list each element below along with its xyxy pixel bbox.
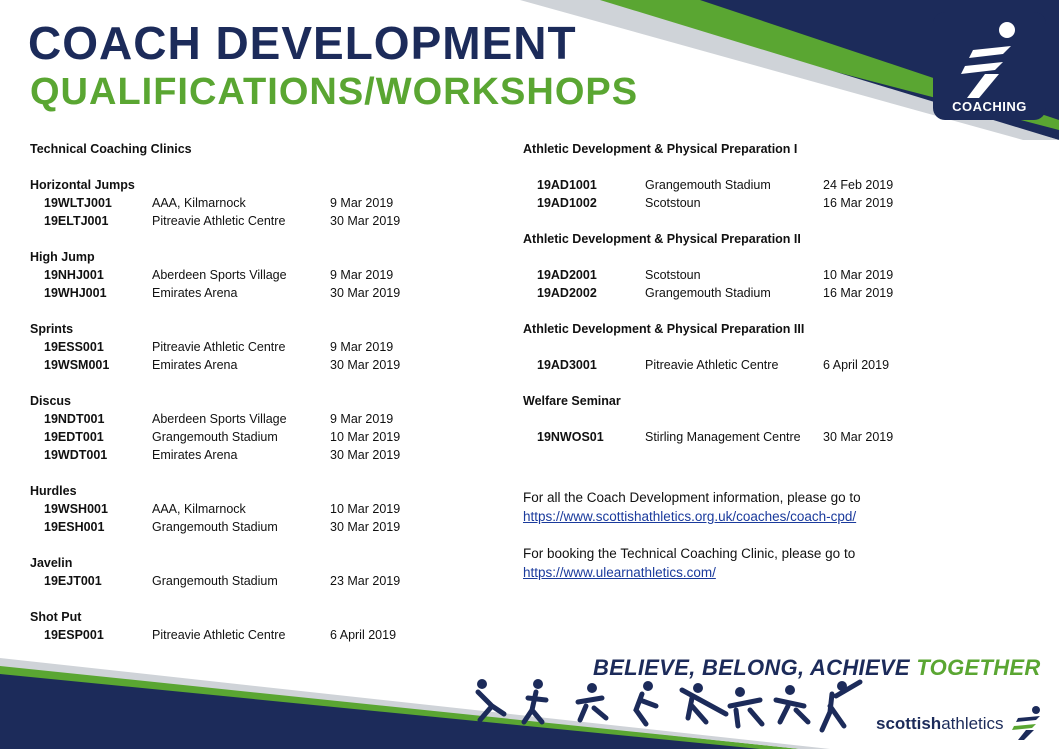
section-title: Athletic Development & Physical Preparation II bbox=[523, 232, 801, 246]
venue: Pitreavie Athletic Centre bbox=[152, 628, 286, 642]
section-title: Sprints bbox=[30, 322, 74, 336]
date: 24 Feb 2019 bbox=[823, 178, 894, 192]
table-row bbox=[523, 176, 943, 194]
slogan-main: BELIEVE, BELONG, ACHIEVE bbox=[593, 655, 910, 680]
date: 9 Mar 2019 bbox=[330, 268, 394, 282]
venue: Pitreavie Athletic Centre bbox=[152, 340, 286, 354]
booking-info bbox=[523, 544, 855, 582]
table-row bbox=[523, 266, 943, 284]
date: 10 Mar 2019 bbox=[330, 502, 401, 516]
table-row bbox=[30, 338, 450, 356]
coach-development-info bbox=[523, 488, 861, 526]
table-row bbox=[30, 410, 450, 428]
technical-clinics-column bbox=[30, 140, 450, 644]
venue: AAA, Kilmarnock bbox=[152, 502, 246, 516]
ulearn-link[interactable]: https://www.ulearnathletics.com/ bbox=[523, 565, 716, 580]
course-code: 19AD2001 bbox=[537, 268, 597, 282]
date: 6 April 2019 bbox=[330, 628, 397, 642]
venue: Grangemouth Stadium bbox=[152, 520, 278, 534]
date: 30 Mar 2019 bbox=[823, 430, 894, 444]
venue: Aberdeen Sports Village bbox=[152, 412, 287, 426]
brand-bold: scottish bbox=[876, 714, 942, 733]
course-code: 19NDT001 bbox=[44, 412, 105, 426]
runner-logo-icon bbox=[933, 12, 1046, 102]
table-row bbox=[523, 428, 943, 446]
table-row bbox=[30, 518, 450, 536]
date: 16 Mar 2019 bbox=[823, 286, 894, 300]
brand-runner-icon bbox=[1010, 704, 1046, 740]
venue: Emirates Arena bbox=[152, 358, 238, 372]
course-code: 19ESH001 bbox=[44, 520, 105, 534]
date: 6 April 2019 bbox=[823, 358, 890, 372]
section-title: Athletic Development & Physical Preparation I bbox=[523, 142, 798, 156]
course-code: 19AD3001 bbox=[537, 358, 597, 372]
course-code: 19WLTJ001 bbox=[44, 196, 112, 210]
section-title: Javelin bbox=[30, 556, 73, 570]
table-row bbox=[30, 572, 450, 590]
table-row bbox=[523, 284, 943, 302]
course-code: 19EDT001 bbox=[44, 430, 104, 444]
course-code: 19ESS001 bbox=[44, 340, 104, 354]
title-line-1: COACH DEVELOPMENT bbox=[28, 17, 577, 69]
venue: Emirates Arena bbox=[152, 286, 238, 300]
course-code: 19EJT001 bbox=[44, 574, 102, 588]
table-row bbox=[30, 428, 450, 446]
table-row bbox=[523, 194, 943, 212]
info-text: For booking the Technical Coaching Clinic, please go to bbox=[523, 546, 856, 561]
date: 10 Mar 2019 bbox=[823, 268, 894, 282]
date: 16 Mar 2019 bbox=[823, 196, 894, 210]
date: 30 Mar 2019 bbox=[330, 448, 401, 462]
course-code: 19WSH001 bbox=[44, 502, 108, 516]
table-row bbox=[523, 356, 943, 374]
table-row bbox=[30, 500, 450, 518]
table-row bbox=[30, 212, 450, 230]
course-code: 19WHJ001 bbox=[44, 286, 107, 300]
badge-label: COACHING bbox=[952, 99, 1027, 114]
section-title: Shot Put bbox=[30, 610, 82, 624]
venue: Grangemouth Stadium bbox=[152, 430, 278, 444]
course-code: 19WSM001 bbox=[44, 358, 110, 372]
table-row bbox=[30, 356, 450, 374]
section-title: High Jump bbox=[30, 250, 95, 264]
section-title: Discus bbox=[30, 394, 71, 408]
scottish-athletics-wordmark bbox=[876, 714, 1004, 734]
date: 30 Mar 2019 bbox=[330, 520, 401, 534]
course-code: 19AD1001 bbox=[537, 178, 597, 192]
title-line-2: QUALIFICATIONS/WORKSHOPS bbox=[30, 71, 639, 113]
coach-cpd-link[interactable]: https://www.scottishathletics.org.uk/coaches/coach-cpd/ bbox=[523, 509, 857, 524]
table-row bbox=[30, 284, 450, 302]
info-text: For all the Coach Development information, please go to bbox=[523, 490, 861, 505]
course-code: 19ESP001 bbox=[44, 628, 104, 642]
venue: AAA, Kilmarnock bbox=[152, 196, 246, 210]
table-row bbox=[30, 194, 450, 212]
date: 30 Mar 2019 bbox=[330, 286, 401, 300]
clinics-heading: Technical Coaching Clinics bbox=[30, 142, 192, 156]
venue: Pitreavie Athletic Centre bbox=[152, 214, 286, 228]
date: 9 Mar 2019 bbox=[330, 196, 394, 210]
venue: Stirling Management Centre bbox=[645, 430, 801, 444]
date: 9 Mar 2019 bbox=[330, 412, 394, 426]
venue: Pitreavie Athletic Centre bbox=[645, 358, 779, 372]
athletic-development-column bbox=[523, 140, 943, 446]
venue: Scotstoun bbox=[645, 196, 701, 210]
date: 30 Mar 2019 bbox=[330, 358, 401, 372]
course-code: 19AD1002 bbox=[537, 196, 597, 210]
section-title: Horizontal Jumps bbox=[30, 178, 135, 192]
section-title: Athletic Development & Physical Preparation III bbox=[523, 322, 805, 336]
venue: Grangemouth Stadium bbox=[645, 178, 771, 192]
date: 9 Mar 2019 bbox=[330, 340, 394, 354]
table-row bbox=[30, 266, 450, 284]
section-title: Hurdles bbox=[30, 484, 77, 498]
course-code: 19WDT001 bbox=[44, 448, 108, 462]
table-row bbox=[30, 446, 450, 464]
course-code: 19AD2002 bbox=[537, 286, 597, 300]
course-code: 19NHJ001 bbox=[44, 268, 104, 282]
venue: Scotstoun bbox=[645, 268, 701, 282]
slogan-accent: TOGETHER bbox=[916, 655, 1041, 680]
course-code: 19ELTJ001 bbox=[44, 214, 109, 228]
date: 23 Mar 2019 bbox=[330, 574, 401, 588]
date: 10 Mar 2019 bbox=[330, 430, 401, 444]
coaching-badge bbox=[933, 12, 1046, 120]
venue: Grangemouth Stadium bbox=[152, 574, 278, 588]
venue: Aberdeen Sports Village bbox=[152, 268, 287, 282]
date: 30 Mar 2019 bbox=[330, 214, 401, 228]
brand-light: athletics bbox=[941, 714, 1004, 733]
venue: Grangemouth Stadium bbox=[645, 286, 771, 300]
section-title: Welfare Seminar bbox=[523, 394, 621, 408]
athlete-pictograms-icon bbox=[470, 676, 870, 736]
course-code: 19NWOS01 bbox=[537, 430, 604, 444]
venue: Emirates Arena bbox=[152, 448, 238, 462]
